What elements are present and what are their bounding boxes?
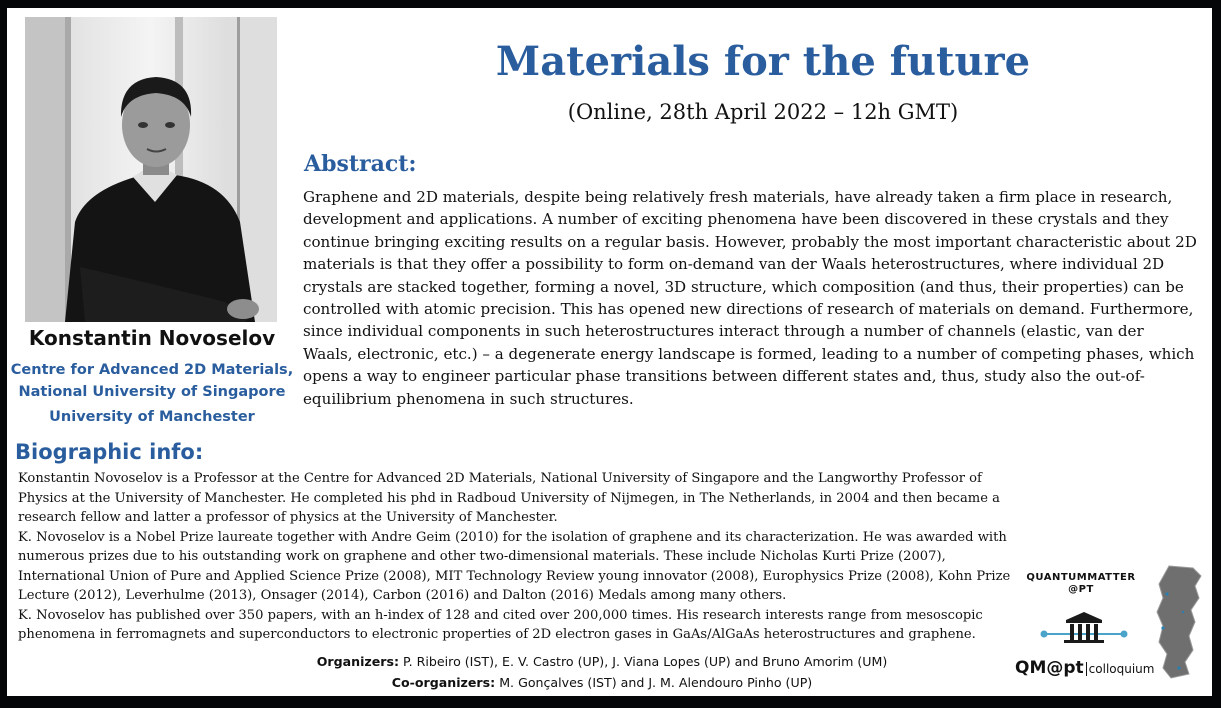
poster [7,8,1212,696]
co-organizers-list: M. Gonçalves (IST) and J. M. Alendouro Pinho (UP) [495,675,813,690]
logo-brand [1015,658,1165,678]
abstract-text: Graphene and 2D materials, despite being relatively fresh materials, have already taken a firm place in research, development and applications. A number of exciting phenomena have been discovered in these crystals and they continue bringing exciting results on a regular basis. However, probably the most important characteristic about 2D materials is that they offer a possibility to form on-demand van der Waals heterostructures, where individual 2D crystals are stacked together, forming a novel, 3D structure, which composition (and thus, their properties) can be controlled with atomic precision. This has opened new directions of research of materials on demand. Furthermore, since individual components in such heterostructures interact through a number of channels (elastic, van der Waals, electronic, etc.) – a degenerate energy landscape is formed, leading to a number of competing phases, which opens a way to engineer particular phase transitions between different states and, thus, study also the out-of-equilibrium phenomena in such structures. [303,188,1197,408]
speaker-affiliation-secondary: University of Manchester [49,409,255,425]
co-organizers-label: Co-organizers: [391,675,496,690]
qmpt-logo [1009,558,1209,688]
logo-line1: QUANTUMMATTER [1026,572,1136,583]
bio-text [18,469,1013,645]
affiliation-line: National University of Singapore [18,384,286,400]
speaker-affiliation [7,359,297,403]
bio-heading: Biographic info: [15,440,204,464]
organizers [277,654,927,669]
logo-line2: @PT [1068,584,1094,595]
logo-brand-bold: QM@pt [1015,658,1084,678]
speaker-photo [25,17,277,322]
speaker-name: Konstantin Novoselov [28,326,276,350]
logo-brand-suffix: colloquium [1086,662,1155,676]
abstract-heading: Abstract: [304,151,417,177]
organizers-label: Organizers: [316,654,400,669]
event-subtitle: (Online, 28th April 2022 – 12h GMT) [567,100,959,124]
event-title: Materials for the future [495,38,1031,85]
affiliation-line: Centre for Advanced 2D Materials, [10,362,294,378]
temple-icon [1039,610,1129,650]
logo-wordmark [1021,572,1141,596]
co-organizers [277,675,927,690]
bio-paragraph: K. Novoselov has published over 350 papers, with an h-index of 128 and cited over 200,000 times. His research interests range from mesoscopic phenomena in ferromagnets and superconductors to electronic properties of 2D electron gases in GaAs/AlGaAs heterostructures and graphene. [18,607,983,642]
organizers-list: P. Ribeiro (IST), E. V. Castro (UP), J. Viana Lopes (UP) and Bruno Amorim (UM) [399,654,888,669]
bio-paragraph: Konstantin Novoselov is a Professor at the Centre for Advanced 2D Materials, National University of Singapore and the Langworthy Professor of Physics at the University of Manchester. He completed his phd in Radboud University of Nijmegen, in The Netherlands, in 2004 and then became a research fellow and latter a professor of physics at the University of Manchester. [18,471,1000,525]
bio-paragraph: K. Novoselov is a Nobel Prize laureate together with Andre Geim (2010) for the isolation of graphene and its characterization. He was awarded with numerous prizes due to his outstanding work on graphene and other two-dimensional materials. These include Nicholas Kurti Prize (2007), International Union of Pure and Applied Science Prize (2008), MIT Technology Review young innovator (2008), Europhysics Prize (2008), Kohn Prize Lecture (2012), Leverhulme (2013), Onsager (2014), Carbon (2016) and Dalton (2016) Medals among many others. [18,529,1011,603]
portugal-map-icon [1149,564,1205,682]
